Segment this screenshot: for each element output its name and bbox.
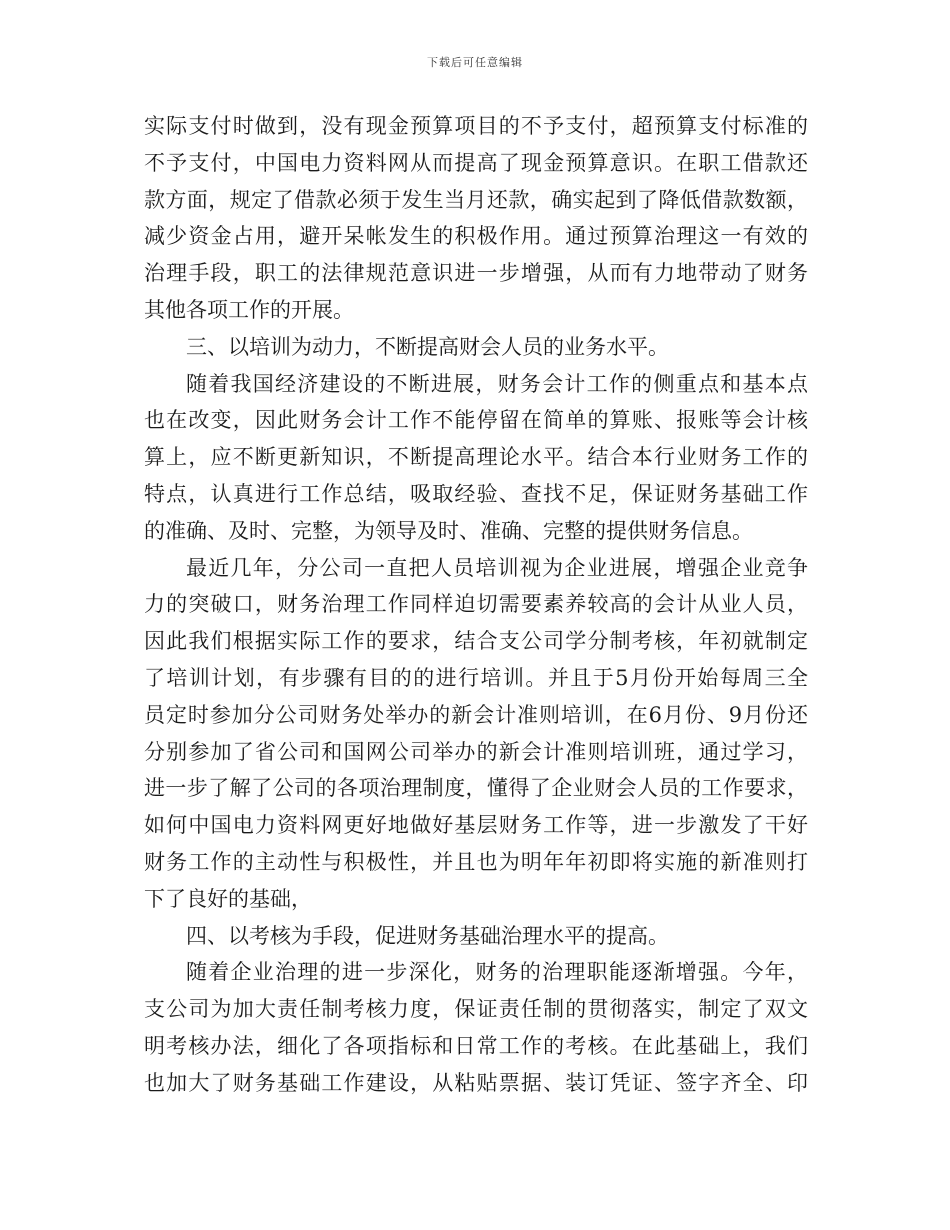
text-line: 治理手段，职工的法律规范意识进一步增强，从而有力地带动了财务 xyxy=(144,261,808,286)
text-line: 不予支付，中国电力资料网从而提高了现金预算意识。在职工借款还 xyxy=(144,150,808,175)
text-line: 三、以培训为动力，不断提高财会人员的业务水平。 xyxy=(186,334,669,359)
text-line: 随着我国经济建设的不断进展，财务会计工作的侧重点和基本点 xyxy=(186,371,808,396)
text-line: 最近几年，分公司一直把人员培训视为企业进展，增强企业竞争 xyxy=(186,555,808,580)
text-line: 款方面，规定了借款必须于发生当月还款，确实起到了降低借款数额， xyxy=(144,187,808,212)
text-line: 明考核办法，细化了各项指标和日常工作的考核。在此基础上，我们 xyxy=(144,1033,808,1058)
text-line: 如何中国电力资料网更好地做好基层财务工作等，进一步激发了干好 xyxy=(144,813,808,838)
text-line: 算上，应不断更新知识，不断提高理论水平。结合本行业财务工作的 xyxy=(144,445,808,470)
text-line: 力的突破口，财务治理工作同样迫切需要素养较高的会计从业人员， xyxy=(144,592,808,617)
text-line: 因此我们根据实际工作的要求，结合支公司学分制考核，年初就制定 xyxy=(144,629,808,654)
text-line: 进一步了解了公司的各项治理制度，懂得了企业财会人员的工作要求， xyxy=(144,776,808,801)
text-line: 实际支付时做到，没有现金预算项目的不予支付，超预算支付标准的 xyxy=(144,114,808,138)
text-line: 财务工作的主动性与积极性，并且也为明年年初即将实施的新准则打 xyxy=(144,849,808,874)
text-line: 也加大了财务基础工作建设，从粘贴票据、装订凭证、签字齐全、印 xyxy=(144,1070,808,1095)
text-line: 其他各项工作的开展。 xyxy=(144,297,354,322)
text-line: 分别参加了省公司和国网公司举办的新会计准则培训班，通过学习， xyxy=(144,739,808,764)
text-line: 员定时参加分公司财务处举办的新会计准则培训，在6月份、9月份还 xyxy=(144,702,808,727)
page-header: 下载后可任意编辑 xyxy=(427,56,523,69)
text-line: 减少资金占用，避开呆帐发生的积极作用。通过预算治理这一有效的 xyxy=(144,224,808,249)
document-body xyxy=(144,108,808,1102)
text-line: 特点，认真进行工作总结，吸取经验、查找不足，保证财务基础工作 xyxy=(144,481,808,506)
text-line: 支公司为加大责任制考核力度，保证责任制的贯彻落实，制定了双文 xyxy=(144,997,808,1022)
text-line: 随着企业治理的进一步深化，财务的治理职能逐渐增强。今年， xyxy=(186,960,808,985)
text-line: 的准确、及时、完整，为领导及时、准确、完整的提供财务信息。 xyxy=(144,518,753,543)
text-line: 下了良好的基础， xyxy=(144,886,312,911)
text-line: 也在改变，因此财务会计工作不能停留在简单的算账、报账等会计核 xyxy=(144,408,808,433)
text-line: 四、以考核为手段，促进财务基础治理水平的提高。 xyxy=(186,923,669,948)
text-line: 了培训计划，有步骤有目的的进行培训。并且于5月份开始每周三全 xyxy=(144,665,808,690)
